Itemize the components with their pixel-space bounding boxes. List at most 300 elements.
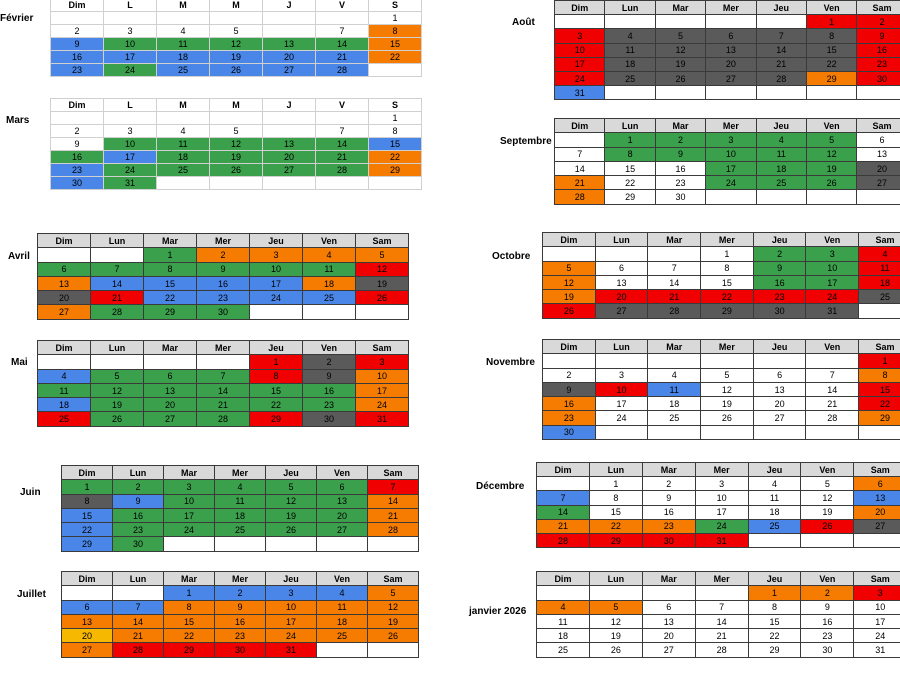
day-cell: 30 — [113, 537, 164, 551]
weekday-header: Sam — [857, 1, 900, 15]
day-cell — [91, 355, 144, 369]
week-row — [62, 600, 419, 614]
day-cell: 2 — [655, 133, 705, 147]
week-row — [51, 51, 422, 64]
week-row — [62, 614, 419, 628]
day-cell: 27 — [753, 411, 806, 425]
day-cell: 12 — [801, 491, 854, 505]
day-cell: 22 — [369, 151, 422, 164]
day-cell: 18 — [648, 397, 701, 411]
day-cell: 29 — [164, 643, 215, 657]
day-cell: 28 — [91, 305, 144, 319]
month-label-mai: Mai — [11, 357, 28, 368]
day-cell: 29 — [369, 164, 422, 177]
day-cell: 3 — [356, 355, 409, 369]
weekday-header: Lun — [589, 572, 642, 586]
day-cell: 8 — [369, 125, 422, 138]
week-row — [537, 629, 900, 643]
weekday-header: Dim — [537, 572, 590, 586]
day-cell: 27 — [317, 523, 368, 537]
day-cell: 25 — [157, 164, 210, 177]
day-cell: 9 — [543, 382, 596, 396]
day-cell: 10 — [806, 261, 859, 275]
week-row — [555, 161, 900, 175]
day-cell — [356, 305, 409, 319]
day-cell: 21 — [113, 629, 164, 643]
day-cell: 18 — [157, 151, 210, 164]
day-cell: 8 — [605, 147, 655, 161]
day-cell: 28 — [537, 533, 590, 547]
day-cell: 19 — [806, 161, 856, 175]
day-cell: 16 — [801, 614, 854, 628]
day-cell: 24 — [356, 398, 409, 412]
weekday-header-row — [537, 463, 900, 477]
day-cell: 8 — [748, 600, 801, 614]
day-cell: 13 — [263, 138, 316, 151]
day-cell: 9 — [753, 261, 806, 275]
day-cell: 16 — [655, 161, 705, 175]
week-row — [51, 177, 422, 190]
day-cell — [706, 86, 756, 100]
day-cell: 17 — [164, 508, 215, 522]
week-row — [38, 305, 409, 319]
day-cell: 22 — [859, 397, 900, 411]
day-cell: 5 — [91, 369, 144, 383]
day-cell: 15 — [701, 275, 754, 289]
day-cell: 10 — [854, 600, 900, 614]
day-cell: 16 — [303, 383, 356, 397]
day-cell: 25 — [756, 176, 806, 190]
day-cell — [701, 425, 754, 439]
day-cell: 27 — [857, 176, 900, 190]
day-cell: 21 — [806, 397, 859, 411]
weekday-header: V — [316, 0, 369, 12]
weekday-header: Dim — [51, 0, 104, 12]
day-cell: 31 — [266, 643, 317, 657]
day-cell: 5 — [589, 600, 642, 614]
day-cell: 18 — [38, 398, 91, 412]
day-cell: 18 — [605, 57, 655, 71]
day-cell: 11 — [859, 261, 900, 275]
day-cell: 26 — [356, 291, 409, 305]
weekday-header-row — [62, 572, 419, 586]
month-grid-mai — [37, 340, 409, 427]
day-cell — [368, 643, 419, 657]
weekday-header: Mer — [701, 233, 754, 247]
day-cell: 6 — [317, 480, 368, 494]
weekday-header: Jeu — [753, 233, 806, 247]
day-cell — [62, 586, 113, 600]
day-cell: 6 — [854, 477, 900, 491]
week-row — [543, 397, 900, 411]
weekday-header: Jeu — [753, 340, 806, 354]
day-cell: 22 — [589, 519, 642, 533]
week-row — [543, 368, 900, 382]
day-cell: 25 — [215, 523, 266, 537]
day-cell: 15 — [748, 614, 801, 628]
day-cell: 7 — [197, 369, 250, 383]
week-row — [38, 248, 409, 262]
day-cell: 19 — [266, 508, 317, 522]
day-cell: 25 — [748, 519, 801, 533]
weekday-header: Lun — [589, 463, 642, 477]
weekday-header: J — [263, 0, 316, 12]
day-cell: 13 — [317, 494, 368, 508]
weekday-header: M — [157, 0, 210, 12]
day-cell: 4 — [157, 25, 210, 38]
day-cell: 13 — [642, 614, 695, 628]
week-row — [51, 12, 422, 25]
day-cell: 29 — [605, 190, 655, 204]
week-row — [62, 480, 419, 494]
weekday-header: Sam — [368, 572, 419, 586]
day-cell — [706, 190, 756, 204]
day-cell — [266, 537, 317, 551]
day-cell: 9 — [113, 494, 164, 508]
day-cell: 15 — [589, 505, 642, 519]
weekday-header: Dim — [51, 99, 104, 112]
day-cell — [857, 190, 900, 204]
day-cell: 18 — [215, 508, 266, 522]
day-cell — [197, 355, 250, 369]
day-cell: 7 — [368, 480, 419, 494]
week-row — [543, 382, 900, 396]
day-cell: 2 — [51, 25, 104, 38]
day-cell: 26 — [543, 304, 596, 318]
day-cell: 18 — [859, 275, 900, 289]
weekday-header: Mer — [695, 463, 748, 477]
day-cell: 28 — [695, 643, 748, 657]
week-row — [51, 25, 422, 38]
day-cell: 17 — [706, 161, 756, 175]
day-cell: 15 — [62, 508, 113, 522]
day-cell: 29 — [144, 305, 197, 319]
weekday-header: Dim — [537, 463, 590, 477]
day-cell: 10 — [250, 262, 303, 276]
day-cell: 28 — [648, 304, 701, 318]
day-cell — [695, 586, 748, 600]
day-cell: 18 — [748, 505, 801, 519]
day-cell: 20 — [706, 57, 756, 71]
day-cell: 19 — [701, 397, 754, 411]
weekday-header: Mar — [648, 233, 701, 247]
day-cell — [104, 112, 157, 125]
day-cell: 24 — [695, 519, 748, 533]
day-cell: 5 — [356, 248, 409, 262]
day-cell: 10 — [266, 600, 317, 614]
day-cell: 3 — [104, 25, 157, 38]
day-cell: 10 — [104, 138, 157, 151]
day-cell — [801, 533, 854, 547]
day-cell: 14 — [113, 614, 164, 628]
day-cell: 25 — [157, 64, 210, 77]
day-cell: 21 — [537, 519, 590, 533]
weekday-header-row — [38, 341, 409, 355]
day-cell: 3 — [806, 247, 859, 261]
day-cell: 15 — [164, 614, 215, 628]
day-cell: 29 — [250, 412, 303, 426]
day-cell — [316, 12, 369, 25]
day-cell: 26 — [801, 519, 854, 533]
month-grid-aout — [554, 0, 900, 100]
day-cell: 12 — [589, 614, 642, 628]
day-cell: 4 — [215, 480, 266, 494]
weekday-header: Ven — [806, 1, 856, 15]
day-cell: 7 — [91, 262, 144, 276]
day-cell: 9 — [642, 491, 695, 505]
week-row — [62, 537, 419, 551]
week-row — [51, 64, 422, 77]
day-cell: 5 — [368, 586, 419, 600]
day-cell: 4 — [748, 477, 801, 491]
weekday-header: Mer — [215, 572, 266, 586]
week-row — [555, 86, 900, 100]
day-cell: 3 — [250, 248, 303, 262]
weekday-header: M — [210, 99, 263, 112]
weekday-header: Jeu — [756, 1, 806, 15]
month-label-juillet: Juillet — [17, 589, 46, 600]
day-cell: 25 — [648, 411, 701, 425]
day-cell — [369, 64, 422, 77]
day-cell: 29 — [806, 71, 856, 85]
weekday-header-row — [51, 0, 422, 12]
weekday-header-row — [555, 1, 900, 15]
day-cell — [210, 177, 263, 190]
day-cell: 14 — [695, 614, 748, 628]
week-row — [543, 354, 900, 368]
day-cell: 30 — [197, 305, 250, 319]
week-row — [543, 411, 900, 425]
weekday-header: Dim — [543, 233, 596, 247]
day-cell: 27 — [706, 71, 756, 85]
month-label-fevrier: Février — [0, 13, 34, 24]
month-grid-janvier — [536, 571, 900, 658]
month-label-janvier: janvier 2026 — [469, 606, 527, 617]
week-row — [543, 275, 900, 289]
day-cell: 12 — [91, 383, 144, 397]
day-cell: 17 — [356, 383, 409, 397]
day-cell: 22 — [701, 290, 754, 304]
day-cell: 27 — [144, 412, 197, 426]
day-cell: 19 — [210, 51, 263, 64]
day-cell: 17 — [250, 276, 303, 290]
day-cell: 14 — [368, 494, 419, 508]
day-cell: 20 — [317, 508, 368, 522]
day-cell: 25 — [38, 412, 91, 426]
week-row — [38, 383, 409, 397]
weekday-header: Lun — [605, 119, 655, 133]
day-cell: 15 — [144, 276, 197, 290]
day-cell: 15 — [806, 43, 856, 57]
week-row — [51, 138, 422, 151]
day-cell — [317, 537, 368, 551]
day-cell: 9 — [197, 262, 250, 276]
day-cell: 23 — [215, 629, 266, 643]
day-cell — [543, 247, 596, 261]
day-cell: 26 — [655, 71, 705, 85]
day-cell: 5 — [806, 133, 856, 147]
day-cell: 16 — [543, 397, 596, 411]
day-cell: 2 — [801, 586, 854, 600]
day-cell: 16 — [215, 614, 266, 628]
day-cell: 22 — [748, 629, 801, 643]
day-cell: 10 — [706, 147, 756, 161]
day-cell: 31 — [356, 412, 409, 426]
weekday-header: Mer — [695, 572, 748, 586]
day-cell: 11 — [38, 383, 91, 397]
day-cell: 16 — [642, 505, 695, 519]
week-row — [555, 29, 900, 43]
week-row — [543, 261, 900, 275]
day-cell: 20 — [753, 397, 806, 411]
weekday-header: Sam — [854, 463, 900, 477]
day-cell: 24 — [164, 523, 215, 537]
day-cell: 15 — [605, 161, 655, 175]
day-cell — [555, 133, 605, 147]
day-cell: 19 — [655, 57, 705, 71]
day-cell: 14 — [91, 276, 144, 290]
day-cell: 4 — [303, 248, 356, 262]
weekday-header: Mar — [144, 234, 197, 248]
day-cell: 6 — [857, 133, 900, 147]
weekday-header: Ven — [806, 119, 856, 133]
day-cell: 18 — [537, 629, 590, 643]
day-cell: 20 — [857, 161, 900, 175]
day-cell: 29 — [62, 537, 113, 551]
day-cell: 26 — [589, 643, 642, 657]
day-cell: 3 — [854, 586, 900, 600]
month-grid-novembre — [542, 339, 900, 440]
day-cell: 13 — [753, 382, 806, 396]
week-row — [537, 505, 900, 519]
month-label-mars: Mars — [6, 115, 30, 126]
day-cell — [701, 354, 754, 368]
day-cell: 12 — [266, 494, 317, 508]
day-cell: 6 — [706, 29, 756, 43]
day-cell: 24 — [266, 629, 317, 643]
day-cell — [648, 354, 701, 368]
weekday-header: Ven — [806, 233, 859, 247]
weekday-header: Mer — [197, 234, 250, 248]
weekday-header: Jeu — [756, 119, 806, 133]
day-cell: 9 — [51, 38, 104, 51]
day-cell: 7 — [555, 147, 605, 161]
day-cell: 17 — [555, 57, 605, 71]
day-cell: 19 — [91, 398, 144, 412]
day-cell: 25 — [605, 71, 655, 85]
day-cell: 1 — [62, 480, 113, 494]
week-row — [537, 586, 900, 600]
weekday-header: Dim — [38, 341, 91, 355]
day-cell: 30 — [51, 177, 104, 190]
day-cell: 30 — [857, 71, 900, 85]
day-cell: 26 — [701, 411, 754, 425]
week-row — [38, 412, 409, 426]
week-row — [543, 304, 900, 318]
day-cell: 26 — [266, 523, 317, 537]
weekday-header: Ven — [317, 572, 368, 586]
day-cell: 3 — [104, 125, 157, 138]
day-cell: 1 — [859, 354, 900, 368]
weekday-header: Mar — [648, 340, 701, 354]
day-cell — [806, 86, 856, 100]
day-cell: 2 — [642, 477, 695, 491]
day-cell — [537, 477, 590, 491]
day-cell: 27 — [38, 305, 91, 319]
month-grid-avril — [37, 233, 409, 320]
weekday-header: Lun — [605, 1, 655, 15]
day-cell — [104, 12, 157, 25]
day-cell: 31 — [806, 304, 859, 318]
day-cell: 27 — [595, 304, 648, 318]
week-row — [555, 15, 900, 29]
day-cell: 23 — [51, 164, 104, 177]
day-cell: 11 — [756, 147, 806, 161]
day-cell: 27 — [62, 643, 113, 657]
day-cell: 15 — [369, 138, 422, 151]
day-cell: 14 — [806, 382, 859, 396]
weekday-header: V — [316, 99, 369, 112]
day-cell: 8 — [369, 25, 422, 38]
day-cell: 4 — [317, 586, 368, 600]
day-cell: 31 — [104, 177, 157, 190]
day-cell: 7 — [316, 125, 369, 138]
day-cell: 23 — [642, 519, 695, 533]
day-cell: 26 — [210, 64, 263, 77]
day-cell: 11 — [317, 600, 368, 614]
day-cell: 24 — [104, 64, 157, 77]
weekday-header: Lun — [595, 340, 648, 354]
day-cell: 9 — [215, 600, 266, 614]
weekday-header: Lun — [91, 234, 144, 248]
day-cell: 14 — [756, 43, 806, 57]
day-cell: 21 — [756, 57, 806, 71]
month-label-septembre: Septembre — [500, 136, 552, 147]
day-cell: 30 — [543, 425, 596, 439]
day-cell: 13 — [263, 38, 316, 51]
week-row — [555, 43, 900, 57]
day-cell: 23 — [51, 64, 104, 77]
day-cell: 27 — [642, 643, 695, 657]
day-cell: 30 — [655, 190, 705, 204]
day-cell — [857, 86, 900, 100]
weekday-header: Mar — [164, 572, 215, 586]
day-cell — [164, 537, 215, 551]
day-cell — [263, 177, 316, 190]
month-grid-octobre — [542, 232, 900, 319]
month-label-avril: Avril — [8, 251, 30, 262]
day-cell: 24 — [706, 176, 756, 190]
day-cell: 13 — [62, 614, 113, 628]
day-cell: 13 — [144, 383, 197, 397]
weekday-header: Jeu — [266, 572, 317, 586]
day-cell — [316, 112, 369, 125]
day-cell: 17 — [854, 614, 900, 628]
day-cell — [589, 586, 642, 600]
weekday-header: Mar — [655, 1, 705, 15]
weekday-header: Mar — [655, 119, 705, 133]
week-row — [543, 425, 900, 439]
day-cell: 28 — [113, 643, 164, 657]
weekday-header-row — [51, 99, 422, 112]
day-cell: 30 — [303, 412, 356, 426]
day-cell: 22 — [369, 51, 422, 64]
week-row — [555, 176, 900, 190]
week-row — [62, 523, 419, 537]
weekday-header: Jeu — [748, 463, 801, 477]
day-cell: 23 — [197, 291, 250, 305]
day-cell — [369, 177, 422, 190]
